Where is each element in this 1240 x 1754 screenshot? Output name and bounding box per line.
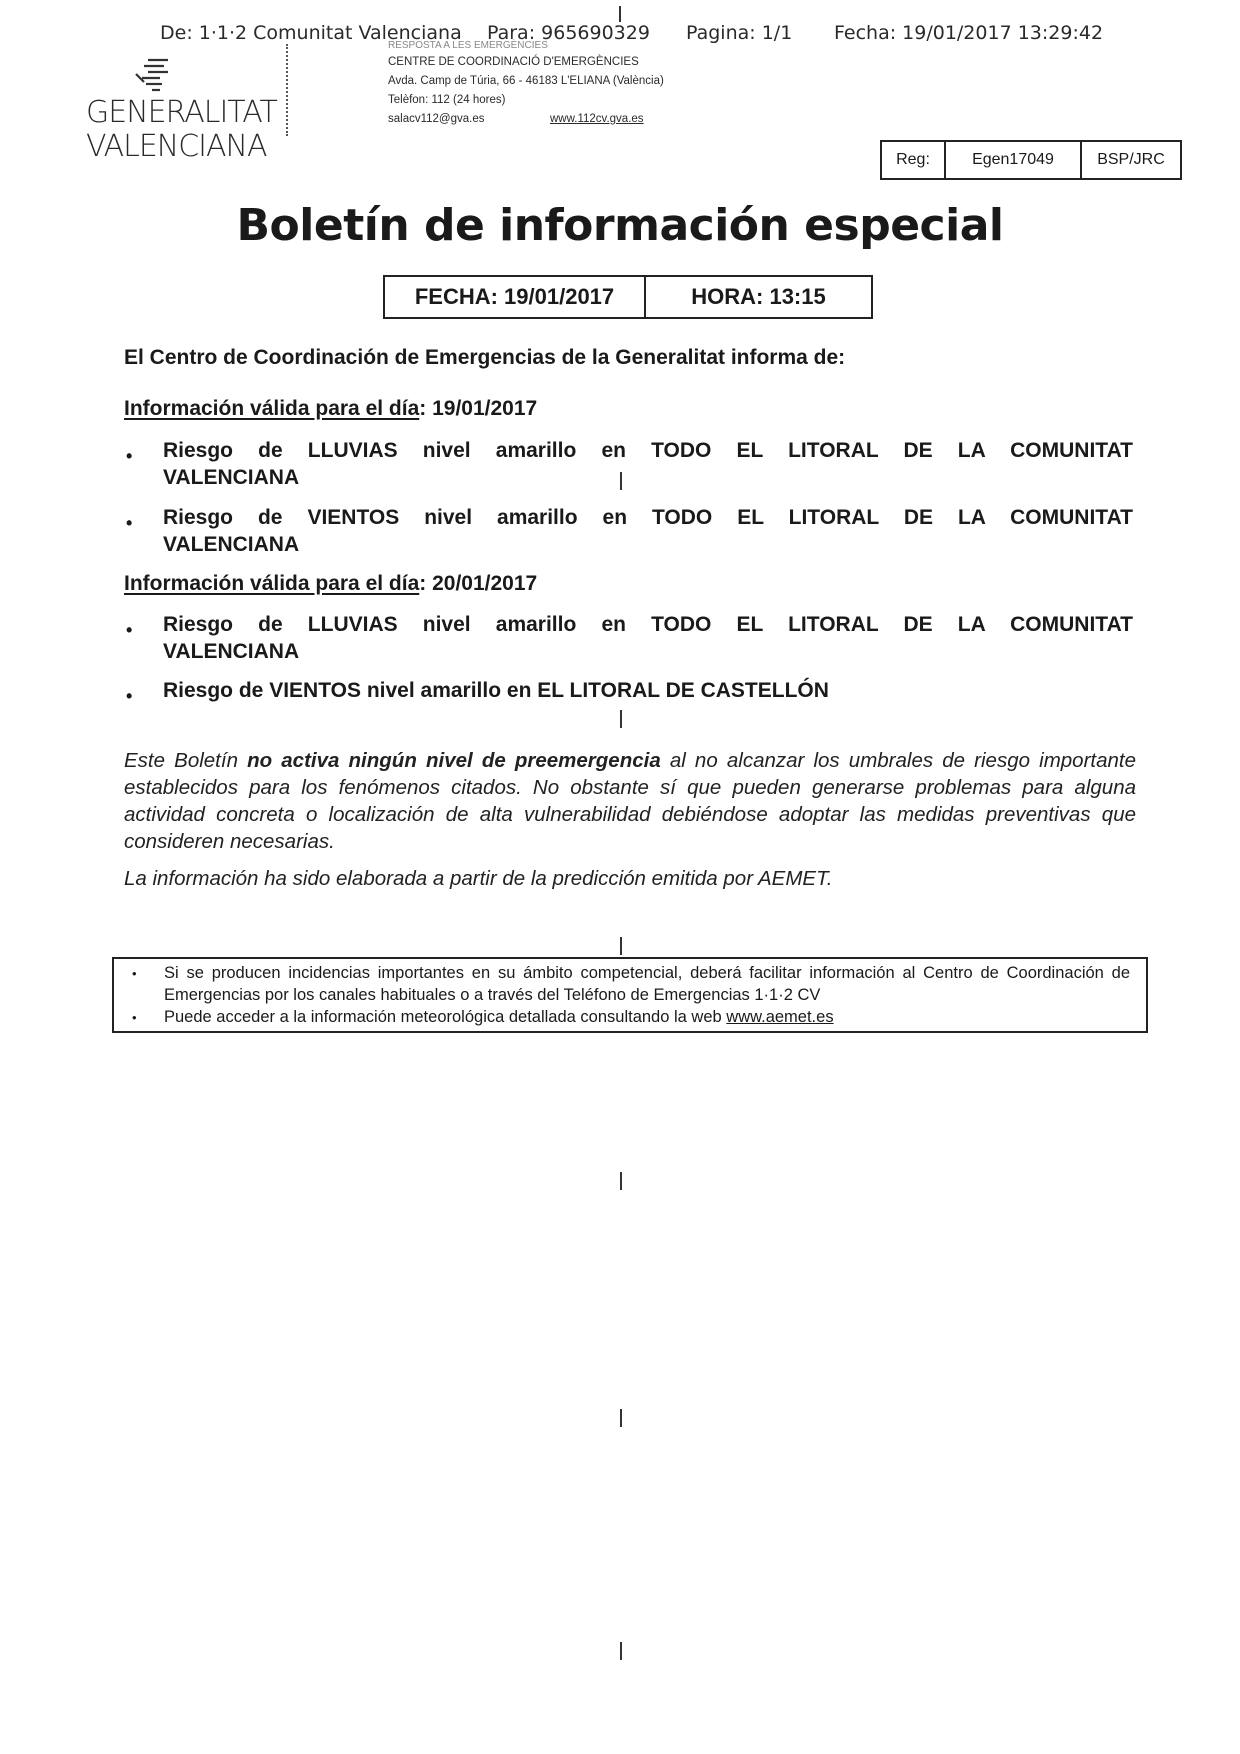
note-part1: Este Boletín	[124, 749, 248, 772]
risk-item-line2: VALENCIANA	[163, 640, 300, 663]
note-bold: no activa ningún nivel de preemergencia	[247, 749, 661, 772]
org-web[interactable]: www.112cv.gva.es	[550, 113, 644, 125]
footer-item-2	[164, 1006, 1130, 1028]
org-address: Avda. Camp de Túria, 66 - 46183 L'ELIANA (València)	[388, 75, 664, 87]
day-1-date: : 19/01/2017	[419, 397, 538, 420]
bullet-icon: •	[126, 686, 133, 706]
scan-mark	[620, 1409, 622, 1427]
footer-item-2-text: Puede acceder a la información meteorológica detallada consultando la web	[164, 1008, 727, 1026]
bullet-icon: •	[132, 966, 137, 981]
date-box	[383, 275, 873, 319]
risk-item-line1: Riesgo de VIENTOS nivel amarillo en TODO EL LITORAL DE LA COMUNITAT	[163, 506, 1133, 529]
fax-to: Para: 965690329	[487, 22, 650, 44]
logo-line1: GENERALITAT	[86, 95, 277, 130]
logo-line2: VALENCIANA	[86, 129, 267, 164]
reg-label: Reg:	[882, 142, 946, 178]
day-1-heading	[124, 397, 537, 421]
risk-item	[163, 437, 1133, 491]
org-phone: Telèfon: 112 (24 hores)	[388, 94, 506, 106]
risk-item-line1: Riesgo de VIENTOS nivel amarillo en EL LITORAL DE CASTELLÓN	[163, 679, 829, 702]
scan-mark	[620, 1642, 622, 1660]
scan-mark	[620, 1172, 622, 1190]
scan-mark	[620, 710, 622, 728]
risk-item-line2: VALENCIANA	[163, 533, 300, 556]
org-faint-line: RESPOSTA A LES EMERGÈNCIES	[388, 40, 548, 51]
bullet-icon: •	[126, 513, 133, 533]
date-fecha: FECHA: 19/01/2017	[385, 277, 646, 317]
fax-from: De: 1·1·2 Comunitat Valenciana	[160, 22, 462, 44]
bullet-icon: •	[132, 1010, 137, 1025]
source-note: La información ha sido elaborada a partir de la predicción emitida por AEMET.	[124, 867, 833, 890]
logo-wordmark	[86, 96, 277, 164]
registration-box	[880, 140, 1182, 180]
coat-of-arms-icon	[134, 54, 178, 99]
day-2-label: Información válida para el día	[124, 572, 420, 595]
scan-mark	[620, 937, 622, 955]
logo-divider	[286, 44, 288, 136]
note-part2: al no alcanzar los umbrales de riesgo importante establecidos para los fenómenos citados. No obstante sí que pueden generarse problemas para alguna actividad concreta o localización de alta vulnerabilidad debiéndose adoptar las medidas preventivas que consideren necesarias.	[124, 749, 1136, 853]
day-2-date: : 20/01/2017	[419, 572, 538, 595]
scan-mark	[619, 6, 621, 22]
bullet-icon: •	[126, 446, 133, 466]
reg-code: Egen17049	[946, 142, 1082, 178]
bullet-icon: •	[126, 620, 133, 640]
risk-item-line1: Riesgo de LLUVIAS nivel amarillo en TODO EL LITORAL DE LA COMUNITAT	[163, 613, 1133, 636]
fax-page: Pagina: 1/1	[686, 22, 793, 44]
page-title: Boletín de información especial	[236, 200, 1004, 251]
risk-item-line2: VALENCIANA	[163, 466, 300, 489]
footer-box	[112, 957, 1148, 1033]
aemet-link[interactable]: www.aemet.es	[726, 1008, 834, 1026]
disclaimer-note	[124, 747, 1136, 855]
risk-item-line1: Riesgo de LLUVIAS nivel amarillo en TODO EL LITORAL DE LA COMUNITAT	[163, 439, 1133, 462]
day-1-label: Información válida para el día	[124, 397, 420, 420]
risk-item	[163, 677, 1133, 704]
day-2-heading	[124, 572, 537, 596]
org-email: salacv112@gva.es	[388, 113, 485, 125]
risk-item	[163, 504, 1133, 558]
risk-item	[163, 611, 1133, 665]
footer-item-1: Si se producen incidencias importantes en su ámbito competencial, deberá facilitar información al Centro de Coordinación de Emergencias por los canales habituales o a través del Teléfono de Emergencias 1·1·2 CV	[164, 964, 1130, 1004]
org-name: CENTRE DE COORDINACIÓ D'EMERGÈNCIES	[388, 56, 639, 68]
intro-text: El Centro de Coordinación de Emergencias de la Generalitat informa de:	[124, 346, 846, 369]
reg-initials: BSP/JRC	[1097, 151, 1165, 168]
scan-mark	[620, 472, 622, 490]
date-hora: HORA: 13:15	[691, 284, 826, 309]
fax-date: Fecha: 19/01/2017 13:29:42	[834, 22, 1104, 44]
